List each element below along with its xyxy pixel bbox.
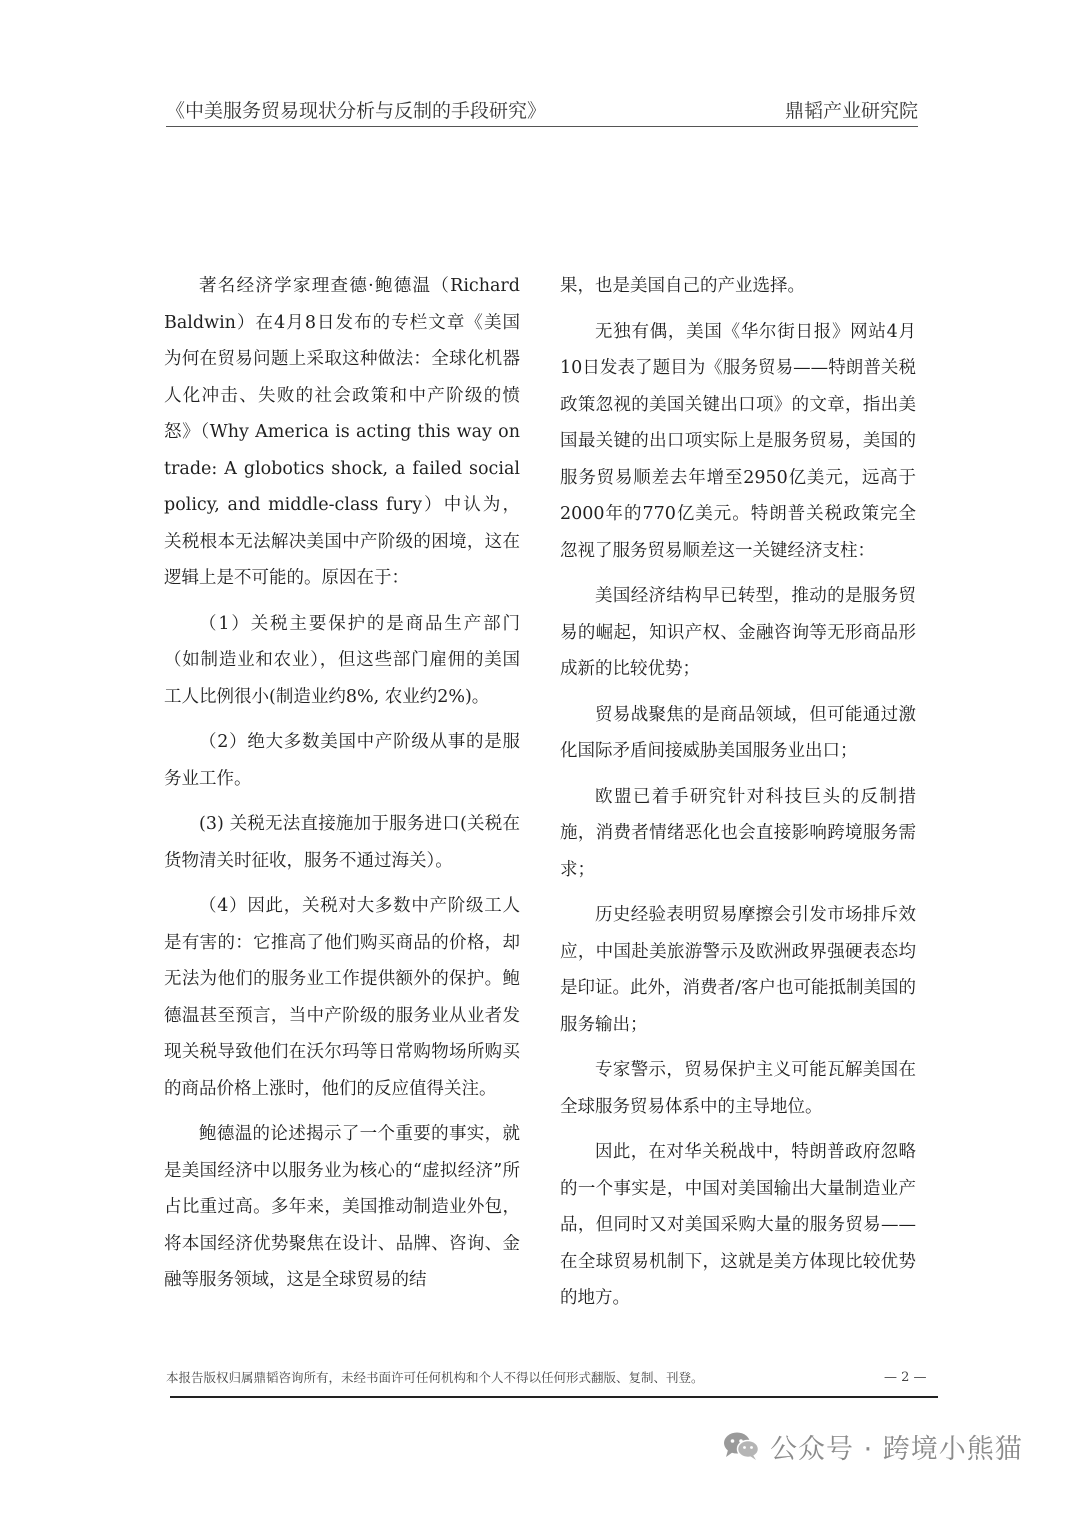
paragraph: 鲍德温的论述揭示了一个重要的事实，就是美国经济中以服务业为核心的“虚拟经济”所占比重过高。多年来，美国推动制造业外包，将本国经济优势聚焦在设计、品牌、咨询、金融等服务领域，这是全球贸易的结 [164,1124,520,1290]
document-title: 《中美服务贸易现状分析与反制的手段研究》 [166,100,547,122]
watermark [722,1426,1023,1466]
paragraph: 因此，在对华关税战中，特朗普政府忽略的一个事实是，中国对美国输出大量制造业产品，但同时又对美国采购大量的服务贸易——在全球贸易机制下，这就是美方体现比较优势的地方。 [560,1142,916,1308]
paragraph: （1）关税主要保护的是商品生产部门（如制造业和农业），但这些部门雇佣的美国工人比例很小(制造业约8%, 农业约2%)。 [164,613,520,707]
paragraph: 无独有偶，美国《华尔街日报》网站4月10日发表了题目为《服务贸易——特朗普关税政策忽视的美国关键出口项》的文章，指出美国最关键的出口项实际上是服务贸易，美国的服务贸易顺差去年增至2950亿美元，远高于2000年的770亿美元。特朗普关税政策完全忽视了服务贸易顺差这一关键经济支柱： [560,321,916,561]
watermark-text: 公众号 · 跨境小熊猫 [770,1433,1023,1465]
paragraph: 欧盟已着手研究针对科技巨头的反制措施，消费者情绪恶化也会直接影响跨境服务需求； [560,786,916,880]
left-column [164,268,520,1308]
paragraph: 专家警示，贸易保护主义可能瓦解美国在全球服务贸易体系中的主导地位。 [560,1060,916,1117]
institute-name: 鼎韬产业研究院 [784,100,918,122]
paragraph: 历史经验表明贸易摩擦会引发市场排斥效应，中国赴美旅游警示及欧洲政界强硬表态均是印证。此外，消费者/客户也可能抵制美国的服务输出； [560,905,916,1035]
footer-divider [170,1396,938,1398]
paragraph: (3) 关税无法直接施加于服务进口(关税在货物清关时征收，服务不通过海关）。 [164,814,520,871]
paragraph: （4）因此，关税对大多数中产阶级工人是有害的：它推高了他们购买商品的价格，却无法为他们的服务业工作提供额外的保护。鲍德温甚至预言，当中产阶级的服务业从业者发现关税导致他们在沃尔玛等日常购物场所购买的商品价格上涨时，他们的反应值得关注。 [164,896,520,1099]
page-header [166,96,918,126]
copyright-notice: 本报告版权归属鼎韬咨询所有，未经书面许可任何机构和个人不得以任何形式翻版、复制、刊登。 [166,1370,704,1385]
wechat-icon [722,1430,760,1462]
paragraph: 著名经济学家理查德·鲍德温（Richard Baldwin）在4月8日发布的专栏文章《美国为何在贸易问题上采取这种做法：全球化机器人化冲击、失败的社会政策和中产阶级的愤怒》（Why America is acting this way on trade: A globotics shock, a failed social policy, and middle-class fury）中认为，关税根本无法解决美国中产阶级的困境，这在逻辑上是不可能的。原因在于： [164,276,520,588]
paragraph-continuation: 果，也是美国自己的产业选择。 [560,276,805,296]
header-divider [166,126,918,127]
page-number: — 2 — [884,1370,927,1385]
right-column [560,268,916,1326]
paragraph: 美国经济结构早已转型，推动的是服务贸易的崛起，知识产权、金融咨询等无形商品形成新的比较优势； [560,586,916,679]
paragraph: （2）绝大多数美国中产阶级从事的是服务业工作。 [164,732,520,789]
paragraph: 贸易战聚焦的是商品领域，但可能通过激化国际矛盾间接威胁美国服务业出口； [560,704,916,761]
